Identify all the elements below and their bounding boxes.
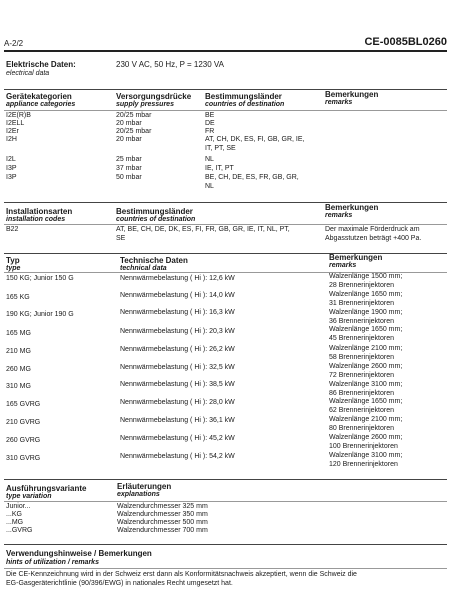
type-data: Nennwärmebelastung ( Hi ): 16,3 kW — [120, 309, 235, 316]
notes-line-2: EG-Gasgeräterichtlinie (90/396/EWG) in nationales Recht umgesetzt hat. — [6, 580, 233, 587]
category-countries: NL — [205, 156, 214, 163]
installation-header-3-en: remarks — [325, 212, 353, 219]
types-header-3: Bemerkungen — [329, 253, 383, 262]
type-data: Nennwärmebelastung ( Hi ): 38,5 kW — [120, 381, 235, 388]
installation-countries: AT, BE, CH, DE, DK, ES, FI, FR, GB, GR, IE, IT, NL, PT, — [116, 226, 290, 233]
variants-header-2-en: explanations — [117, 491, 160, 498]
installation-header-3: Bemerkungen — [325, 203, 379, 212]
type-data: Nennwärmebelastung ( Hi ): 28,0 kW — [120, 399, 235, 406]
variants-header-2: Erläuterungen — [117, 482, 172, 491]
category-countries-cont: IT, PT, SE — [205, 145, 236, 152]
type-remark-2: 28 Brennerinjektoren — [329, 282, 394, 289]
type-name: 165 MG — [6, 330, 31, 337]
type-remark-2: 80 Brennerinjektoren — [329, 425, 394, 432]
type-remark: Walzenlänge 1650 mm; — [329, 291, 403, 298]
type-remark: Walzenlänge 3100 mm; — [329, 381, 403, 388]
category-pressure: 20 mbar — [116, 120, 142, 127]
notes-title: Verwendungshinweise / Bemerkungen — [6, 549, 152, 558]
categories-header-3: Bestimmungsländer — [205, 92, 282, 101]
type-data: Nennwärmebelastung ( Hi ): 26,2 kW — [120, 346, 235, 353]
type-data: Nennwärmebelastung ( Hi ): 45,2 kW — [120, 435, 235, 442]
type-data: Nennwärmebelastung ( Hi ): 54,2 kW — [120, 453, 235, 460]
categories-header-4: Bemerkungen — [325, 90, 379, 99]
variant-name: ...KG — [6, 511, 22, 518]
type-remark: Walzenlänge 2100 mm; — [329, 345, 403, 352]
type-name: 165 KG — [6, 294, 30, 301]
type-name: 210 GVRG — [6, 419, 41, 426]
notes-header-rule — [4, 568, 447, 569]
variant-explanation: Walzendurchmesser 325 mm — [117, 503, 208, 510]
page-number: A-2/2 — [4, 39, 24, 48]
categories-top-rule — [4, 89, 447, 90]
type-remark-2: 62 Brennerinjektoren — [329, 407, 394, 414]
variant-name: ...GVRG — [6, 527, 33, 534]
notes-title-en: hints of utilization / remarks — [6, 559, 99, 566]
categories-header-rule — [4, 110, 447, 111]
category-code: I2Er — [6, 128, 19, 135]
category-code: I3P — [6, 165, 17, 172]
installation-remark: Der maximale Förderdruck am — [325, 226, 420, 233]
type-remark: Walzenlänge 1500 mm; — [329, 273, 403, 280]
type-name: 260 GVRG — [6, 437, 41, 444]
variant-name: ...MG — [6, 519, 24, 526]
category-pressure: 20 mbar — [116, 136, 142, 143]
category-pressure: 20/25 mbar — [116, 128, 152, 135]
category-countries: BE — [205, 112, 215, 119]
type-remark: Walzenlänge 1900 mm; — [329, 309, 403, 316]
type-name: 150 KG; Junior 150 G — [6, 275, 74, 282]
type-data: Nennwärmebelastung ( Hi ): 32,5 kW — [120, 364, 235, 371]
types-header-1: Typ — [6, 256, 20, 265]
type-data: Nennwärmebelastung ( Hi ): 20,3 kW — [120, 328, 235, 335]
installation-header-1: Installationsarten — [6, 207, 73, 216]
categories-header-2-en: supply pressures — [116, 101, 174, 108]
categories-header-3-en: countries of destination — [205, 101, 285, 108]
electrical-label: Elektrische Daten: — [6, 60, 76, 69]
installation-code: B22 — [6, 226, 19, 233]
installation-header-2: Bestimmungsländer — [116, 207, 193, 216]
type-remark: Walzenlänge 2600 mm; — [329, 434, 403, 441]
category-code: I3P — [6, 174, 17, 181]
installation-top-rule — [4, 202, 447, 203]
type-remark-2: 36 Brennerinjektoren — [329, 318, 394, 325]
variant-explanation: Walzendurchmesser 350 mm — [117, 511, 208, 518]
type-remark: Walzenlänge 2600 mm; — [329, 363, 403, 370]
variants-header-rule — [4, 501, 447, 502]
category-countries: FR — [205, 128, 215, 135]
type-name: 165 GVRG — [6, 401, 41, 408]
notes-top-rule — [4, 544, 447, 545]
installation-header-2-en: countries of destination — [116, 216, 196, 223]
type-name: 190 KG; Junior 190 G — [6, 311, 74, 318]
categories-header-1: Gerätekategorien — [6, 92, 72, 101]
category-pressure: 37 mbar — [116, 165, 142, 172]
installation-remark-cont: Abgasstutzen beträgt +400 Pa. — [325, 235, 422, 242]
installation-header-rule — [4, 224, 447, 225]
type-name: 310 GVRG — [6, 455, 41, 462]
category-code: I2ELL — [6, 120, 25, 127]
type-data: Nennwärmebelastung ( Hi ): 36,1 kW — [120, 417, 235, 424]
variant-explanation: Walzendurchmesser 700 mm — [117, 527, 208, 534]
installation-header-1-en: installation codes — [6, 216, 66, 223]
categories-header-2: Versorgungsdrücke — [116, 92, 192, 101]
variant-explanation: Walzendurchmesser 500 mm — [117, 519, 208, 526]
category-countries: DE — [205, 120, 215, 127]
notes-line-1: Die CE-Kennzeichnung wird in der Schweiz erst dann als Konformitätsnachweis akzeptiert, wenn die Schweiz die — [6, 571, 357, 578]
category-pressure: 20/25 mbar — [116, 112, 152, 119]
types-header-2: Technische Daten — [120, 256, 188, 265]
category-countries-cont: NL — [205, 183, 214, 190]
type-remark-2: 100 Brennerinjektoren — [329, 443, 398, 450]
type-remark: Walzenlänge 1650 mm; — [329, 326, 403, 333]
category-countries: BE, CH, DE, ES, FR, GB, GR, — [205, 174, 299, 181]
type-remark-2: 58 Brennerinjektoren — [329, 354, 394, 361]
type-name: 260 MG — [6, 366, 31, 373]
variants-top-rule — [4, 479, 447, 480]
variants-header-1: Ausführungsvariante — [6, 484, 87, 493]
type-remark-2: 72 Brennerinjektoren — [329, 372, 394, 379]
types-header-2-en: technical data — [120, 265, 167, 272]
types-header-3-en: remarks — [329, 262, 357, 269]
category-code: I2H — [6, 136, 17, 143]
category-countries: IE, IT, PT — [205, 165, 234, 172]
variants-header-1-en: type variation — [6, 493, 52, 500]
category-code: I2E(R)B — [6, 112, 31, 119]
type-remark-2: 120 Brennerinjektoren — [329, 461, 398, 468]
electrical-value: 230 V AC, 50 Hz, P = 1230 VA — [116, 60, 224, 69]
type-name: 210 MG — [6, 348, 31, 355]
category-code: I2L — [6, 156, 16, 163]
header-rule — [4, 50, 447, 52]
type-remark-2: 86 Brennerinjektoren — [329, 390, 394, 397]
variant-name: Junior... — [6, 503, 31, 510]
electrical-label-en: electrical data — [6, 70, 50, 77]
category-pressure: 25 mbar — [116, 156, 142, 163]
type-remark: Walzenlänge 1650 mm; — [329, 398, 403, 405]
categories-header-1-en: appliance categories — [6, 101, 76, 108]
category-pressure: 50 mbar — [116, 174, 142, 181]
category-countries: AT, CH, DK, ES, FI, GB, GR, IE, — [205, 136, 305, 143]
document-code: CE-0085BL0260 — [364, 36, 447, 48]
type-remark-2: 45 Brennerinjektoren — [329, 335, 394, 342]
type-data: Nennwärmebelastung ( Hi ): 14,0 kW — [120, 292, 235, 299]
types-header-1-en: type — [6, 265, 21, 272]
type-remark-2: 31 Brennerinjektoren — [329, 300, 394, 307]
type-name: 310 MG — [6, 383, 31, 390]
installation-countries-cont: SE — [116, 235, 126, 242]
categories-header-4-en: remarks — [325, 99, 353, 106]
type-remark: Walzenlänge 3100 mm; — [329, 452, 403, 459]
type-data: Nennwärmebelastung ( Hi ): 12,6 kW — [120, 275, 235, 282]
type-remark: Walzenlänge 2100 mm; — [329, 416, 403, 423]
